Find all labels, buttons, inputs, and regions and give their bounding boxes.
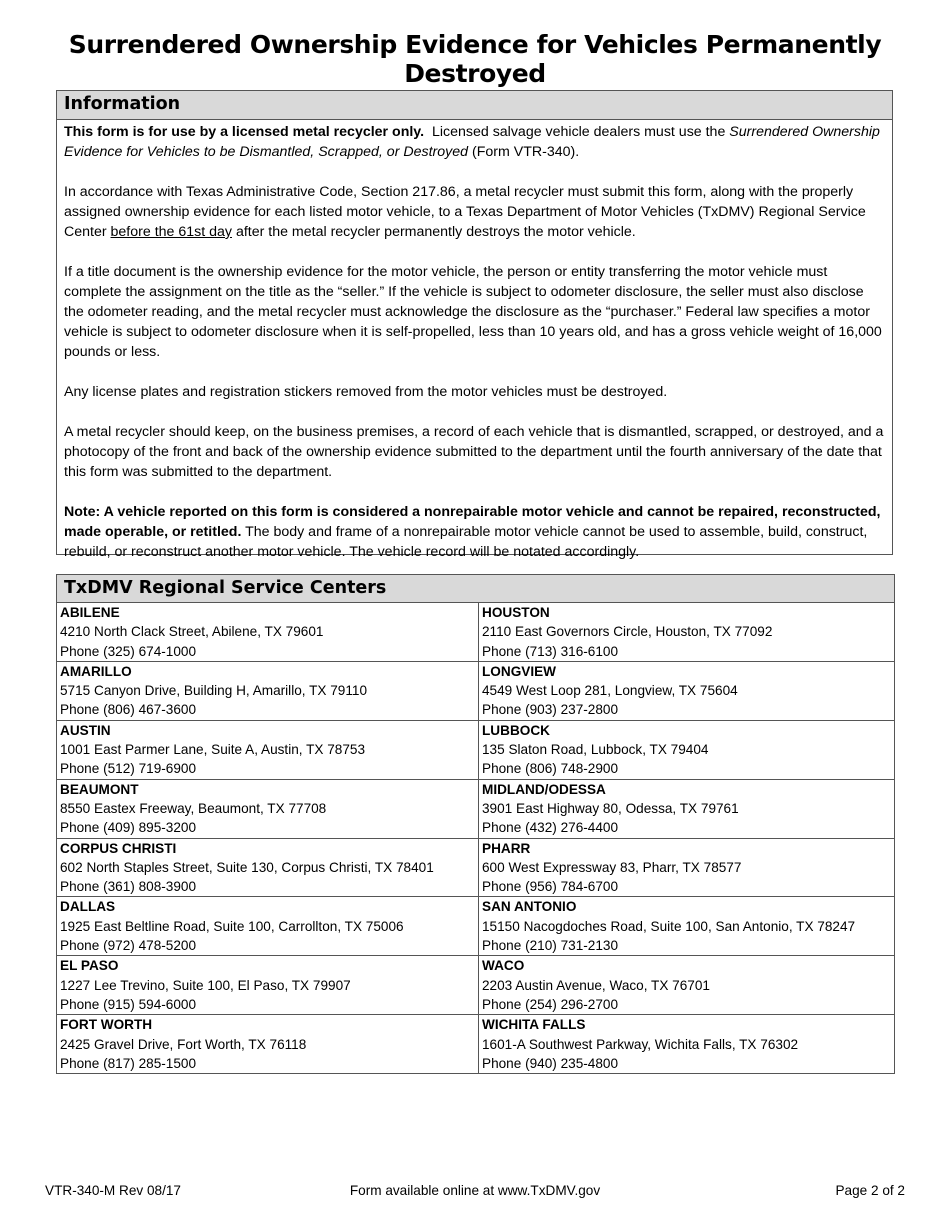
service-center-phone: Phone (956) 784-6700 (482, 879, 619, 895)
service-center-cell (57, 956, 479, 1015)
service-center-name: EL PASO (60, 958, 119, 974)
service-center-phone: Phone (325) 674-1000 (60, 643, 197, 659)
service-center-address: 2203 Austin Avenue, Waco, TX 76701 (482, 977, 710, 993)
service-center-cell (57, 1015, 479, 1073)
table-row (57, 661, 894, 720)
info-p6-text: The body and frame of a nonrepairable motor vehicle cannot be used to assemble, build, construct, rebuild, or reconstruct another motor vehicle. The vehicle record will be notated accordingly. (64, 524, 868, 560)
service-center-phone: Phone (903) 237-2800 (482, 702, 619, 718)
table-row (57, 897, 894, 956)
service-center-address: 1227 Lee Trevino, Suite 100, El Paso, TX 79907 (60, 977, 351, 993)
service-center-address: 5715 Canyon Drive, Building H, Amarillo, TX 79110 (60, 683, 368, 699)
service-center-name: WACO (482, 958, 525, 974)
service-center-name: LONGVIEW (482, 663, 557, 679)
info-p1-text1: Licensed salvage vehicle dealers must use the (424, 124, 730, 140)
service-center-address: 8550 Eastex Freeway, Beaumont, TX 77708 (60, 800, 327, 816)
information-body (57, 120, 892, 562)
service-center-address: 1925 East Beltline Road, Suite 100, Carrollton, TX 75006 (60, 918, 404, 934)
service-center-phone: Phone (806) 467-3600 (60, 702, 197, 718)
service-center-phone: Phone (361) 808-3900 (60, 879, 197, 895)
service-center-address: 600 West Expressway 83, Pharr, TX 78577 (482, 859, 742, 875)
service-center-address: 1601-A Southwest Parkway, Wichita Falls, TX 76302 (482, 1036, 799, 1052)
service-center-name: PHARR (482, 840, 531, 856)
service-center-name: AUSTIN (60, 722, 111, 738)
service-center-name: DALLAS (60, 899, 116, 915)
info-paragraph-6 (64, 502, 885, 562)
info-paragraph-2 (64, 182, 885, 242)
service-center-name: LUBBOCK (482, 722, 550, 738)
service-center-name: CORPUS CHRISTI (60, 840, 177, 856)
service-center-address: 3901 East Highway 80, Odessa, TX 79761 (482, 800, 739, 816)
info-p1-text2: (Form VTR-340). (468, 144, 580, 160)
service-center-cell (479, 1015, 895, 1073)
service-center-phone: Phone (512) 719-6900 (60, 761, 197, 777)
service-center-cell (57, 897, 479, 956)
service-center-cell (57, 720, 479, 779)
service-center-name: ABILENE (60, 605, 120, 620)
service-center-cell (479, 661, 895, 720)
footer-online: Form available online at www.TxDMV.gov (349, 1183, 601, 1198)
service-center-phone: Phone (210) 731-2130 (482, 938, 619, 954)
service-center-name: MIDLAND/ODESSA (482, 781, 606, 797)
information-section (56, 90, 893, 560)
info-paragraph-1 (64, 122, 885, 162)
table-row (57, 603, 894, 661)
service-center-name: HOUSTON (482, 605, 550, 620)
page-title: Surrendered Ownership Evidence for Vehicles Permanently Destroyed (68, 30, 882, 88)
info-p2-text1: In accordance with Texas Administrative Code, Section 217.86, a metal recycler must submit this form, along with the properly assigned ownership evidence for each listed motor vehicle, to a Texas Department of Motor Vehicles (TxDMV) Regional Service Center (64, 184, 866, 240)
service-center-address: 15150 Nacogdoches Road, Suite 100, San Antonio, TX 78247 (482, 918, 856, 934)
service-center-address: 602 North Staples Street, Suite 130, Corpus Christi, TX 78401 (60, 859, 434, 875)
service-center-address: 2425 Gravel Drive, Fort Worth, TX 76118 (60, 1036, 307, 1052)
service-center-phone: Phone (915) 594-6000 (60, 996, 197, 1012)
service-center-address: 1001 East Parmer Lane, Suite A, Austin, TX 78753 (60, 742, 366, 758)
service-center-cell (479, 603, 895, 661)
service-center-cell (479, 838, 895, 897)
service-center-phone: Phone (254) 296-2700 (482, 996, 619, 1012)
service-centers-section (56, 574, 895, 1074)
service-center-name: WICHITA FALLS (482, 1017, 586, 1033)
info-p1-bold: This form is for use by a licensed metal recycler only. (64, 124, 425, 140)
footer-page-number: Page 2 of 2 (835, 1183, 905, 1198)
table-row (57, 956, 894, 1015)
information-header: Information (57, 91, 892, 120)
info-p2-text2: after the metal recycler permanently destroys the motor vehicle. (232, 224, 636, 240)
table-row (57, 779, 894, 838)
service-center-cell (479, 720, 895, 779)
service-center-phone: Phone (972) 478-5200 (60, 938, 197, 954)
service-center-name: BEAUMONT (60, 781, 139, 797)
service-center-address: 4549 West Loop 281, Longview, TX 75604 (482, 683, 738, 699)
service-center-phone: Phone (409) 895-3200 (60, 820, 197, 836)
service-center-cell (57, 779, 479, 838)
service-center-name: AMARILLO (60, 663, 132, 679)
info-paragraph-4: Any license plates and registration stickers removed from the motor vehicles must be destroyed. (64, 384, 668, 400)
service-centers-table (57, 603, 894, 1073)
service-center-name: FORT WORTH (60, 1017, 153, 1033)
info-paragraph-5: A metal recycler should keep, on the business premises, a record of each vehicle that is dismantled, scrapped, or destroyed, and a photocopy of the front and back of the ownership evidence submitted to the department until the fourth anniversary of the date that this form was submitted to the department. (64, 424, 884, 480)
service-center-cell (57, 661, 479, 720)
service-center-phone: Phone (713) 316-6100 (482, 643, 619, 659)
service-center-address: 4210 North Clack Street, Abilene, TX 79601 (60, 624, 324, 640)
service-center-phone: Phone (817) 285-1500 (60, 1055, 197, 1071)
info-p1-italic: Surrendered Ownership Evidence for Vehicles to be Dismantled, Scrapped, or Destroyed (64, 124, 880, 160)
footer-form-id: VTR-340-M Rev 08/17 (45, 1183, 181, 1198)
service-center-cell (57, 603, 479, 661)
service-center-cell (57, 838, 479, 897)
info-p6-bold: Note: A vehicle reported on this form is considered a nonrepairable motor vehicle and cannot be repaired, reconstructed, made operable, or retitled. (64, 504, 881, 540)
service-center-phone: Phone (940) 235-4800 (482, 1055, 619, 1071)
service-center-address: 135 Slaton Road, Lubbock, TX 79404 (482, 742, 709, 758)
service-center-cell (479, 779, 895, 838)
service-center-address: 2110 East Governors Circle, Houston, TX 77092 (482, 624, 773, 640)
info-paragraph-3: If a title document is the ownership evidence for the motor vehicle, the person or entity transferring the motor vehicle must complete the assignment on the title as the “seller.” If the vehicle is subject to odometer disclosure, the seller must also disclose the odometer reading, and the metal recycler must acknowledge the disclosure as the “purchaser.” Federal law specifies a motor vehicle is subject to odometer disclosure when it is self-propelled, less than 10 years old, and has a gross vehicle weight of 16,000 pounds or less. (64, 264, 882, 360)
service-center-name: SAN ANTONIO (482, 899, 577, 915)
service-center-cell (479, 897, 895, 956)
service-center-phone: Phone (806) 748-2900 (482, 761, 619, 777)
table-row (57, 720, 894, 779)
info-p2-underline: before the 61st day (110, 224, 232, 240)
table-row (57, 838, 894, 897)
service-center-phone: Phone (432) 276-4400 (482, 820, 619, 836)
service-center-cell (479, 956, 895, 1015)
service-centers-header: TxDMV Regional Service Centers (57, 575, 894, 603)
table-row (57, 1015, 894, 1073)
